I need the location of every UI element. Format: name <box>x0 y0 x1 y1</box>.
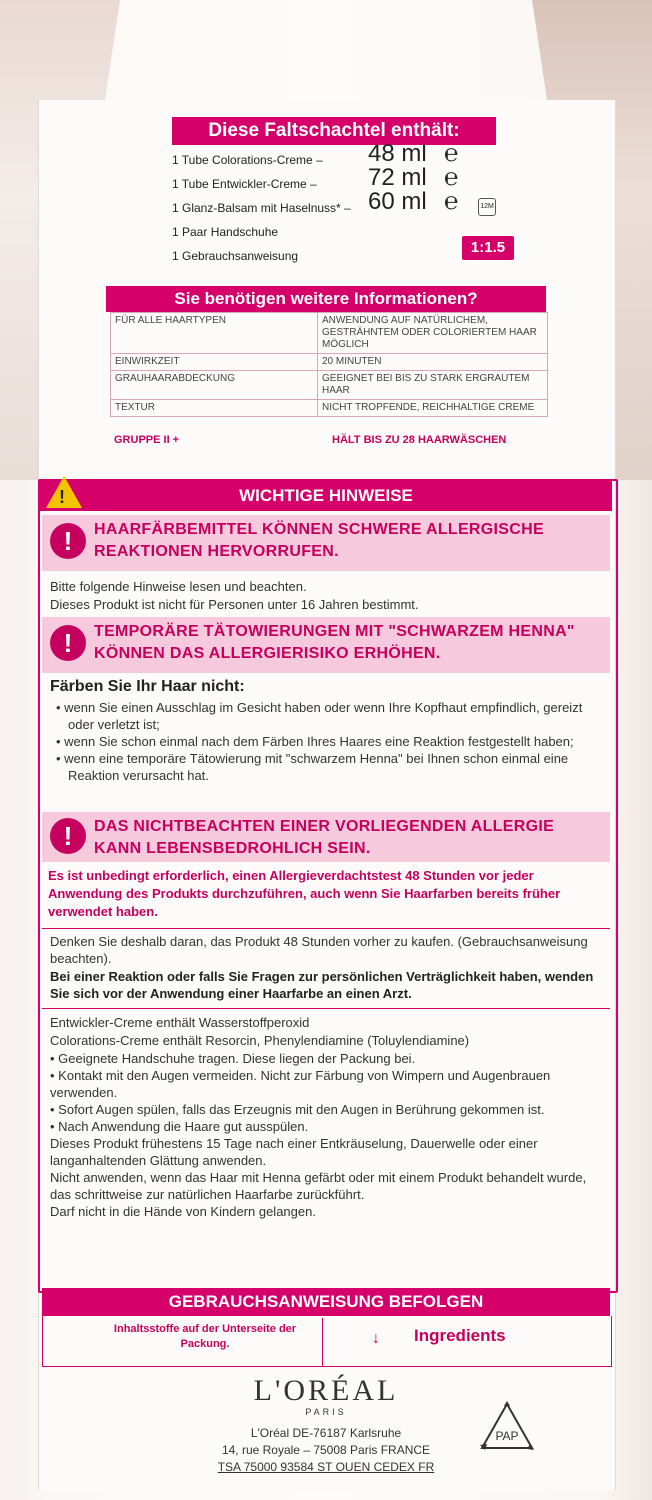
ingredients-note: Inhaltsstoffe auf der Unterseite der Packung. <box>113 1323 297 1350</box>
item-quantity: 72 ml <box>368 164 427 191</box>
info-value: GEEIGNET BEI BIS ZU STARK ERGRAUTEM HAAR <box>318 371 548 400</box>
alert-life-threatening <box>42 812 610 862</box>
alert-henna <box>42 617 610 673</box>
contents-item <box>172 188 512 220</box>
contents-item <box>172 140 512 172</box>
doctor-notice: Bei einer Reaktion oder falls Sie Fragen zur persönlichen Verträglichkeit haben, wenden Sie sich vor der Anwendung einer Haarfarbe an einen Arzt. <box>50 969 594 1001</box>
estimated-sign-icon: ℮ <box>444 188 459 215</box>
exclamation-icon: ! <box>59 487 65 507</box>
exclamation-circle-icon: ! <box>50 523 86 559</box>
arrow-down-icon: ↓ <box>372 1330 380 1347</box>
exclamation-circle-icon: ! <box>50 625 86 661</box>
contents-item <box>172 244 512 268</box>
recycle-icon <box>476 1398 538 1460</box>
group-label: GRUPPE II + <box>114 434 180 446</box>
list-item: • Geeignete Handschuhe tragen. Diese liegen der Packung bei. <box>50 1051 416 1066</box>
list-item: • wenn eine temporäre Tätowierung mit "schwarzem Henna" bei Ihnen schon einmal eine Reaktion verursacht hat. <box>56 751 569 783</box>
warnings-header: WICHTIGE HINWEISE <box>40 481 612 511</box>
address-line: TSA 75000 93584 ST OUEN CEDEX FR <box>217 1460 435 1474</box>
estimated-sign-icon: ℮ <box>444 164 459 191</box>
divider <box>322 1318 323 1366</box>
mix-ratio-badge: 1:1.5 <box>462 236 514 260</box>
alert-text: DAS NICHTBEACHTEN EINER VORLIEGENDEN ALLERGIE KANN LEBENSBEDROHLICH SEIN. <box>94 818 555 857</box>
divider <box>42 1008 610 1009</box>
address-line: 14, rue Royale – 75008 Paris FRANCE <box>221 1443 431 1457</box>
safety-list <box>50 1050 606 1220</box>
address-line: L'Oréal DE-76187 Karlsruhe <box>250 1426 402 1440</box>
alert-allergy <box>42 515 610 571</box>
recycle-code: PAP <box>495 1429 519 1443</box>
brand-logo: L'ORÉAL <box>253 1374 399 1407</box>
alert-text: TEMPORÄRE TÄTOWIERUNGEN MIT "SCHWARZEM HENNA" KÖNNEN DAS ALLERGIERISIKO ERHÖHEN. <box>94 623 575 662</box>
list-item: Darf nicht in die Hände von Kindern gelangen. <box>50 1204 316 1219</box>
item-label: 1 Gebrauchsanweisung <box>172 249 299 263</box>
contents-list <box>172 140 512 268</box>
item-label: 1 Tube Entwickler-Creme – <box>172 177 317 191</box>
ingredients-label: Ingredients <box>414 1326 506 1345</box>
no-dye-list <box>56 699 604 784</box>
age-restriction: Dieses Produkt ist nicht für Personen unter 16 Jahren bestimmt. <box>50 597 419 612</box>
usage-bar: GEBRAUCHSANWEISUNG BEFOLGEN <box>42 1288 610 1316</box>
table-row <box>111 313 548 354</box>
col-cream-label: Colorations-Creme enthält <box>50 1033 202 1048</box>
list-item: • Kontakt mit den Augen vermeiden. Nicht zur Färbung von Wimpern und Augenbrauen verwenden. <box>50 1068 551 1100</box>
allergy-test-notice: Es ist unbedingt erforderlich, einen Allergieverdachtstest 48 Stunden vor jeder Anwendung des Produkts durchzuführen, auch wenn Sie Haarfarben bereits früher verwendet haben. <box>48 868 561 919</box>
list-item: • wenn Sie einen Ausschlag im Gesicht haben oder wenn Ihre Kopfhaut empfindlich, gereizt oder verletzt ist; <box>56 700 583 732</box>
buy-ahead-notice: Denken Sie deshalb daran, das Produkt 48 Stunden vorher zu kaufen. (Gebrauchsanweisung beachten). <box>50 934 588 966</box>
table-row <box>111 354 548 371</box>
table-row <box>111 400 548 417</box>
table-row <box>111 371 548 400</box>
list-item: • Sofort Augen spülen, falls das Erzeugnis mit den Augen in Berührung gekommen ist. <box>50 1102 545 1117</box>
exclamation-circle-icon: ! <box>50 818 86 854</box>
dev-cream-value: Wasserstoffperoxid <box>198 1015 310 1030</box>
list-item: Dieses Produkt frühestens 15 Tage nach einer Entkräuselung, Dauerwelle oder einer langanhaltenden Glättung anwenden. <box>50 1136 538 1168</box>
info-value: 20 MINUTEN <box>318 354 548 371</box>
info-value: NICHT TROPFENDE, REICHHALTIGE CREME <box>318 400 548 417</box>
item-label: 1 Paar Handschuhe <box>172 225 279 239</box>
list-item: • Nach Anwendung die Haare gut ausspülen. <box>50 1119 309 1134</box>
dev-cream-composition <box>50 1014 606 1031</box>
info-table <box>110 312 548 417</box>
item-label: 1 Glanz-Balsam mit Haselnuss* – <box>172 201 351 215</box>
info-value: ANWENDUNG AUF NATÜRLICHEM, GESTRÄHNTEM ODER COLORIERTEM HAAR MÖGLICH <box>318 313 548 354</box>
estimated-sign-icon: ℮ <box>444 140 459 167</box>
pao-jar-icon: 12M <box>478 198 496 216</box>
contents-title: Diese Faltschachtel enthält: <box>172 117 496 145</box>
lasts-label: HÄLT BIS ZU 28 HAARWÄSCHEN <box>332 434 507 446</box>
dev-cream-label: Entwickler-Creme enthält <box>50 1015 196 1030</box>
list-item: • wenn Sie schon einmal nach dem Färben Ihres Haares eine Reaktion festgestellt haben; <box>56 734 574 749</box>
no-dye-title: Färben Sie Ihr Haar nicht: <box>50 678 245 695</box>
col-cream-value: Resorcin, Phenylendiamine (Toluylendiamine) <box>205 1033 470 1048</box>
info-key: TEXTUR <box>111 400 318 417</box>
brand-city: PARIS <box>305 1407 347 1417</box>
item-quantity: 60 ml <box>368 188 427 215</box>
contents-item <box>172 220 512 244</box>
item-quantity: 48 ml <box>368 140 427 167</box>
list-item: Nicht anwenden, wenn das Haar mit Henna gefärbt oder mit einem Produkt behandelt wurde, das schrittweise zur natürlichen Haarfarbe zurückführt. <box>50 1170 587 1202</box>
contents-item <box>172 164 512 196</box>
col-cream-composition <box>50 1032 606 1049</box>
info-key: EINWIRKZEIT <box>111 354 318 371</box>
info-key: FÜR ALLE HAARTYPEN <box>111 313 318 354</box>
info-title: Sie benötigen weitere Informationen? <box>106 286 546 312</box>
item-label: 1 Tube Colorations-Creme – <box>172 153 323 167</box>
read-instructions: Bitte folgende Hinweise lesen und beachten. <box>50 579 307 594</box>
info-key: GRAUHAARABDECKUNG <box>111 371 318 400</box>
alert-text: HAARFÄRBEMITTEL KÖNNEN SCHWERE ALLERGISCHE REAKTIONEN HERVORRUFEN. <box>94 521 544 560</box>
divider <box>42 928 610 929</box>
